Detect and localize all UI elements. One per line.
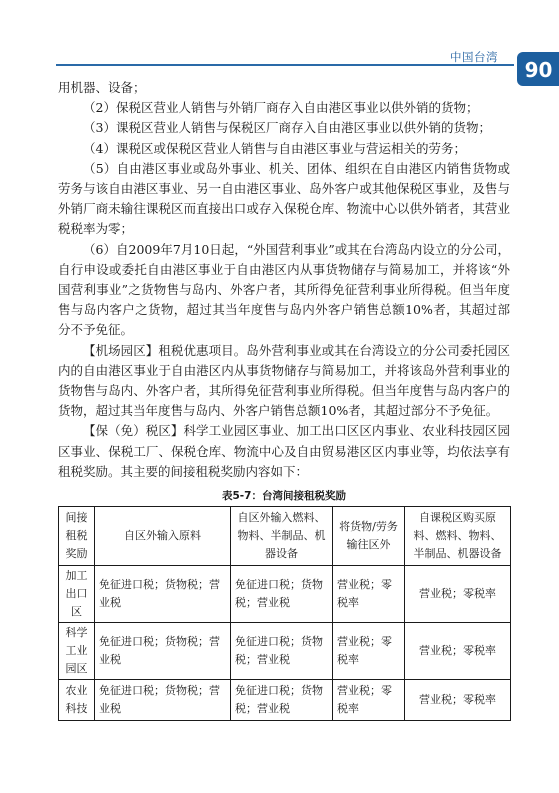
- table-row: [59, 680, 511, 721]
- table-cell: 免征进口税；货物税；营业税: [95, 623, 231, 680]
- paragraph-6: （6）自2009年7月10日起，“外国营利事业”或其在台湾岛内设立的分公司，自行申设或委托自由港区事业于自由港区内从事货物储存与简易加工，并将该“外国营利事业”之货物售与岛内、外客户者，其所得免征营利事业所得税。但当年度售与岛内客户之货物，超过其当年度售与岛内外客户销售总额10%者，其超过部分不予免征。: [58, 241, 510, 338]
- table-caption: 表5-7：台湾间接租税奖励: [222, 490, 346, 503]
- header-cell: 间接租税奖励: [59, 507, 95, 566]
- table-cell: 营业税；零税率: [405, 680, 511, 721]
- table-row: [59, 623, 511, 680]
- zone-cell: 加工出口区: [59, 566, 95, 623]
- table-cell: 营业税；零税率: [405, 623, 511, 680]
- header-cell: 自区外输入原料: [95, 507, 231, 566]
- table-cell: 免征进口税；货物税；营业税: [95, 566, 231, 623]
- table-cell: 营业税；零税率: [333, 566, 405, 623]
- paragraph-3: （3）课税区营业人销售与保税区厂商存入自由港区事业以供外销的货物；: [83, 120, 491, 136]
- paragraph-bonded-zone: 【保（免）税区】科学工业园区事业、加工出口区区内事业、农业科技园区园区事业、保税工厂、保税仓库、物流中心及自由贸易港区区内事业等，均依法享有租税奖励。其主要的间接租税奖励内容如下：: [58, 423, 510, 479]
- header-cell: 将货物/劳务输往区外: [333, 507, 405, 566]
- table-cell: 免征进口税；货物税；营业税: [231, 623, 333, 680]
- paragraph-5: （5）自由港区事业或岛外事业、机关、团体、组织在自由港区内销售货物或劳务与该自由港区事业、另一自由港区事业、岛外客户或其他保税区事业，及售与外销厂商未输往课税区而直接出口或存入保税仓库、物流中心以供外销者，其营业税税率为零；: [58, 160, 510, 237]
- table-cell: 免征进口税；货物税；营业税: [231, 680, 333, 721]
- paragraph-2: （2）保税区营业人销售与外销厂商存入自由港区事业以供外销的货物；: [83, 100, 479, 116]
- page-body: [58, 78, 510, 721]
- table-header-row: [59, 507, 511, 566]
- table-cell: 免征进口税；货物税；营业税: [231, 566, 333, 623]
- table-row: [59, 566, 511, 623]
- table-cell: 营业税；零税率: [405, 566, 511, 623]
- table-cell: 免征进口税；货物税；营业税: [95, 680, 231, 721]
- zone-cell: 农业科技: [59, 680, 95, 721]
- tax-incentive-table: [58, 506, 511, 721]
- paragraph-airport-zone: 【机场园区】租税优惠项目。岛外营利事业或其在台湾设立的分公司委托园区内的自由港区事业于自由港区内从事货物储存与简易加工，并将该岛外营利事业的货物售与岛内、外客户者，其所得免征营利事业所得税。但当年度售与岛内客户的货物，超过其当年度售与岛内、外客户销售总额10%者，其超过部分不予免征。: [58, 342, 510, 419]
- header-rule: [56, 64, 514, 66]
- zone-cell: 科学工业园区: [59, 623, 95, 680]
- header-cell: 自区外输入燃料、物料、半制品、机器设备: [231, 507, 333, 566]
- table-cell: 营业税；零税率: [333, 680, 405, 721]
- header-cell: 自课税区购买原料、燃料、物料、半制品、机器设备: [405, 507, 511, 566]
- paragraph-1: 用机器、设备；: [58, 80, 146, 95]
- table-cell: 营业税；零税率: [333, 623, 405, 680]
- running-header-title: 中国台湾: [450, 50, 498, 64]
- page-number: 90: [524, 58, 553, 82]
- paragraph-4: （4）课税区或保税区营业人销售与自由港区事业与营运相关的劳务；: [83, 140, 466, 156]
